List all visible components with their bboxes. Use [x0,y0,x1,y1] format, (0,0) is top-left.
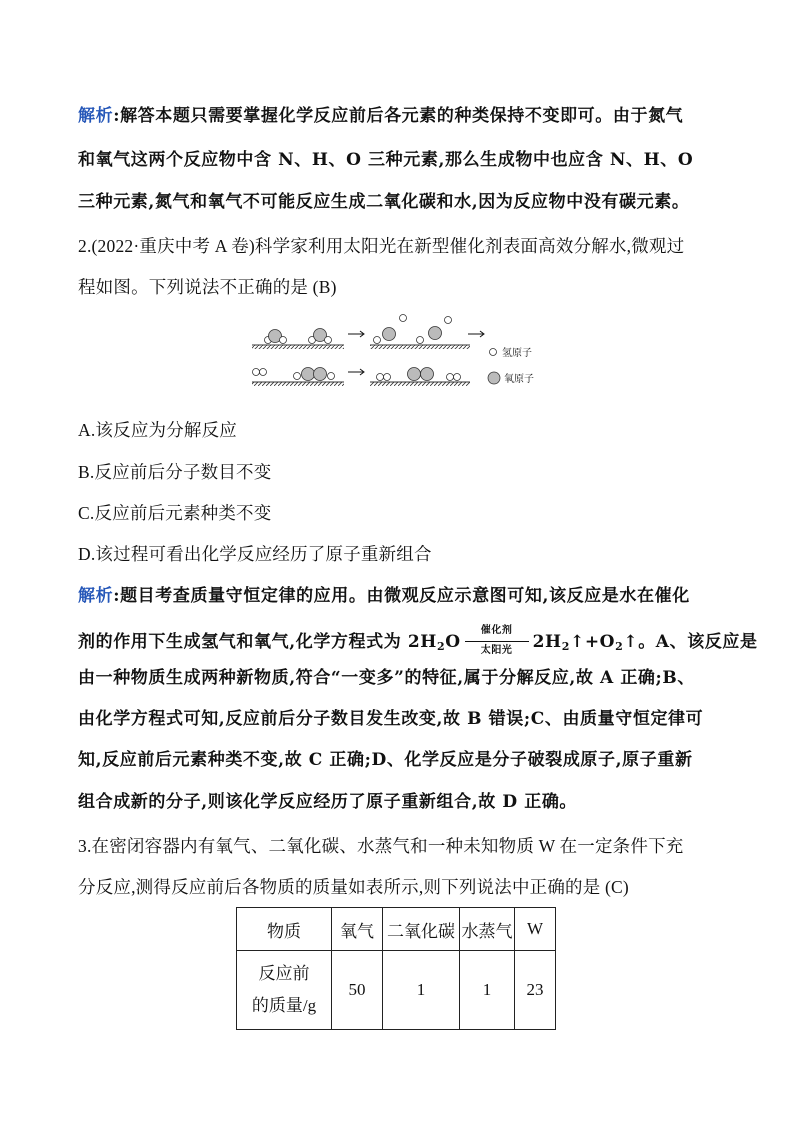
hydrogen-atom-icon [490,349,497,356]
condition-catalyst: 催化剂 [480,624,513,636]
row-2-products [377,368,461,381]
question-2-line-1: 2.(2022·重庆中考 A 卷)科学家利用太阳光在新型催化剂表面高效分解水,微观过 [78,236,685,256]
legend-hydrogen: 氢原子 [502,348,532,359]
analysis-2-line-1: 解析:题目考查质量守恒定律的应用。由微观反应示意图可知,该反应是水在催化 [78,586,690,606]
table-cell: 23 [515,951,556,1030]
table-header: 二氧化碳 [383,908,460,951]
table-header: 水蒸气 [460,908,515,951]
mass-table [236,907,556,1030]
table-cell: 1 [383,951,460,1030]
option-b: B.反应前后分子数目不变 [78,462,272,482]
table-cell: 1 [460,951,515,1030]
analysis-2-line-6: 组合成新的分子,则该化学反应经历了原子重新组合,故 D 正确。 [78,792,578,812]
analysis-label: 解析 [78,106,114,126]
option-d: D.该过程可看出化学反应经历了原子重新组合 [78,544,432,564]
analysis-label: 解析 [78,586,114,606]
analysis-1-line-2: 和氧气这两个反应物中含 N、H、O 三种元素,那么生成物中也应含 N、H、O [78,150,694,170]
analysis-2-line-2: 剂的作用下生成氢气和氧气,化学方程式为 $2H_2O$ 催化剂 太阳光 $2H_2↑+O_2↑$。A、该反应是 [78,624,758,661]
option-c: C.反应前后元素种类不变 [78,503,272,523]
row-label: 反应前 的质量/g [237,951,332,1030]
arrow-icon [348,369,364,375]
table-cell: 50 [332,951,383,1030]
legend-oxygen: 氧原子 [504,374,534,385]
row-2-molecules [253,368,335,381]
table-header: W [515,908,556,951]
analysis-1-line-1: 解析:解答本题只需要掌握化学反应前后各元素的种类保持不变即可。由于氮气 [78,106,684,126]
question-3-line-2: 分反应,测得反应前后各物质的质量如表所示,则下列说法中正确的是 (C) [78,877,629,897]
reaction-arrow [463,625,531,661]
table-header: 氧气 [332,908,383,951]
split-atoms [374,315,452,344]
catalyst-surface [252,345,470,386]
table-header-row [237,908,556,951]
analysis-2-line-3: 由一种物质生成两种新物质,符合“一变多”的特征,属于分解反应,故 A 正确;B、 [78,668,695,688]
water-molecules [265,329,332,344]
table-row [237,951,556,1030]
analysis-1-line-3: 三种元素,氮气和氧气不可能反应生成二氧化碳和水,因为反应物中没有碳元素。 [78,192,690,212]
reaction-diagram [250,310,570,390]
option-a: A.该反应为分解反应 [78,420,238,440]
question-3-line-1: 3.在密闭容器内有氧气、二氧化碳、水蒸气和一种未知物质 W 在一定条件下充 [78,836,684,856]
arrow-icon [348,331,364,337]
analysis-2-line-4: 由化学方程式可知,反应前后分子数目发生改变,故 B 错误;C、由质量守恒定律可 [78,709,704,729]
question-2-line-2: 程如图。下列说法不正确的是 (B) [78,277,337,297]
analysis-2-line-5: 知,反应前后元素种类不变,故 C 正确;D、化学反应是分子破裂成原子,原子重新 [78,750,693,770]
legend [488,346,534,385]
arrow-icon [468,331,484,337]
table-header: 物质 [237,908,332,951]
condition-sunlight: 太阳光 [480,644,513,656]
oxygen-atom-icon [488,372,500,384]
